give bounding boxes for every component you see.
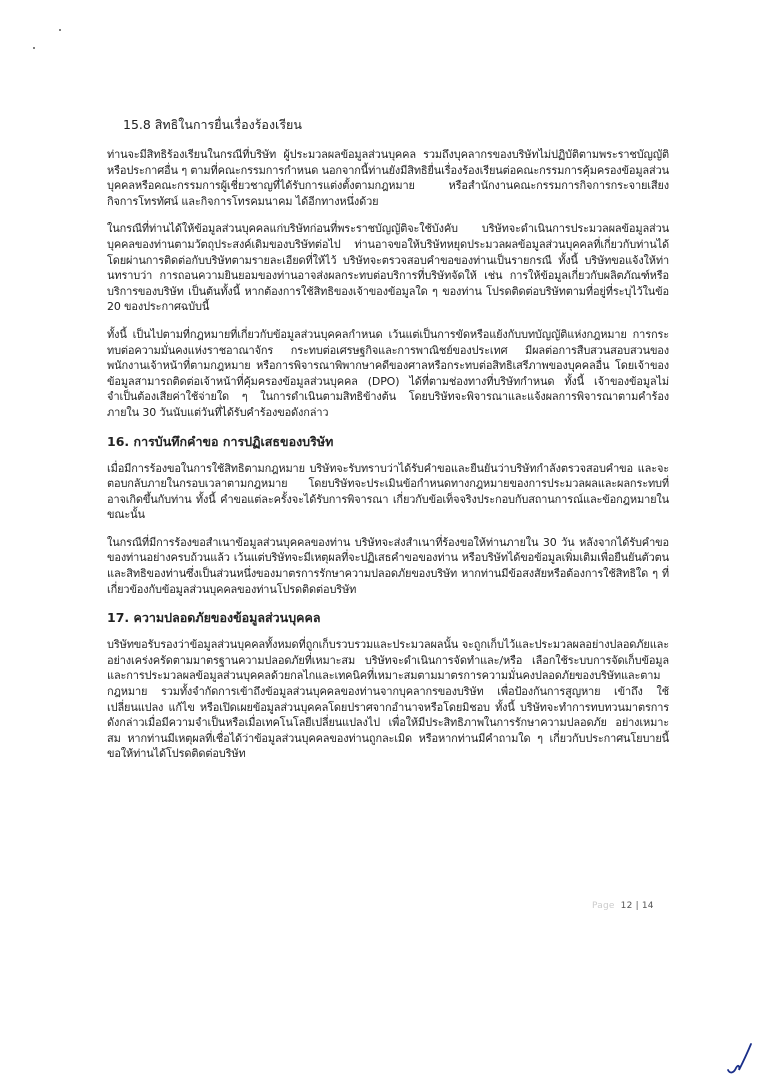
section-16-heading: 16. การบันทึกคำขอ การปฏิเสธของบริษัท <box>107 433 334 449</box>
handwritten-initial-mark <box>724 1040 754 1076</box>
page-content <box>107 116 669 762</box>
section-15-8-paragraph-3: ทั้งนี้ เป็นไปตามที่กฎหมายที่เกี่ยวกับข้อมูลส่วนบุคคลกำหนด เว้นแต่เป็นการขัดหรือแย้งกับบทบัญญัติแห่งกฎหมาย การกระทบต่อความมั่นคงแห่งราชอาณาจักร กระทบต่อเศรษฐกิจและการพาณิชย์ของประเทศ มีผลต่อการสืบสวนสอบสวนของพนักงานเจ้าหน้าที่ตามกฎหมาย หรือการพิจารณาพิพากษาคดีของศาลหรือกระทบต่อสิทธิเสรีภาพของบุคคลอื่น โดยเจ้าของข้อมูลสามารถติดต่อเจ้าหน้าที่คุ้มครองข้อมูลส่วนบุคคล (DPO) ได้ที่ตามช่องทางที่บริษัทกำหนด ทั้งนี้ เจ้าของข้อมูลไม่จำเป็นต้องเสียค่าใช้จ่ายใด ๆ ในการดำเนินตามสิทธิข้างต้น โดยบริษัทจะพิจารณาและแจ้งผลการพิจารณาตามคำร้องภายใน 30 วันนับแต่วันที่ได้รับคำร้องขอดังกล่าว <box>107 327 669 419</box>
section-16-paragraph-1: เมื่อมีการร้องขอในการใช้สิทธิตามกฎหมาย บริษัทจะรับทราบว่าได้รับคำขอและยืนยันว่าบริษัทกำลังตรวจสอบคำขอ และจะตอบกลับภายในกรอบเวลาตามกฎหมาย โดยบริษัทจะประเมินข้อกำหนดทางกฎหมายของการประมวลผลและผลกระทบที่อาจเกิดขึ้นกับท่าน ทั้งนี้ คำขอแต่ละครั้งจะได้รับการพิจารณา เกี่ยวกับข้อเท็จจริงประกอบกับสถานการณ์และข้อกฎหมายในขณะนั้น <box>107 461 669 522</box>
section-17-paragraph-1: บริษัทขอรับรองว่าข้อมูลส่วนบุคคลทั้งหมดที่ถูกเก็บรวบรวมและประมวลผลนั้น จะถูกเก็บไว้และประมวลผลอย่างปลอดภัยและอย่างเคร่งครัดตามมาตรฐานความปลอดภัยที่เหมาะสม บริษัทจะดำเนินการจัดทำและ/หรือ เลือกใช้ระบบการจัดเก็บข้อมูลและการประมวลผลข้อมูลส่วนบุคคลด้วยกลไกและเทคนิคที่เหมาะสมตามมาตรการความมั่นคงปลอดภัยของบริษัทและตามกฎหมาย รวมทั้งจำกัดการเข้าถึงข้อมูลส่วนบุคคลของท่านจากบุคลากรของบริษัท เพื่อป้องกันการสูญหาย เข้าถึง ใช้ เปลี่ยนแปลง แก้ไข หรือเปิดเผยข้อมูลส่วนบุคคลโดยปราศจากอำนาจหรือโดยมิชอบ ทั้งนี้ บริษัทจะทำการทบทวนมาตรการดังกล่าวเมื่อมีความจำเป็นหรือเมื่อเทคโนโลยีเปลี่ยนแปลงไป เพื่อให้มีประสิทธิภาพในการรักษาความปลอดภัย อย่างเหมาะสม หากท่านมีเหตุผลที่เชื่อได้ว่าข้อมูลส่วนบุคคลของท่านถูกละเมิด หรือหากท่านมีคำถามใด ๆ เกี่ยวกับประกาศนโยบายนี้ ขอให้ท่านได้โปรดติดต่อบริษัท <box>107 638 669 761</box>
scan-speck <box>59 29 61 31</box>
section-15-8-paragraph-1: ท่านจะมีสิทธิร้องเรียนในกรณีที่บริษัท ผู้ประมวลผลข้อมูลส่วนบุคคล รวมถึงบุคลากรของบริษัทไม่ปฏิบัติตามพระราชบัญญัติ หรือประกาศอื่น ๆ ตามที่คณะกรรมการกำหนด นอกจากนี้ท่านยังมีสิทธิยื่นเรื่องร้องเรียนต่อคณะกรรมการคุ้มครองข้อมูลส่วนบุคคลหรือคณะกรรมการผู้เชี่ยวชาญที่ได้รับการแต่งตั้งตามกฎหมาย หรือสำนักงานคณะกรรมการกิจการกระจายเสียง กิจการโทรทัศน์ และกิจการโทรคมนาคม ได้อีกทางหนึ่งด้วย <box>107 148 669 208</box>
section-17-heading: 17. ความปลอดภัยของข้อมูลส่วนบุคคล <box>107 610 321 626</box>
page-footer <box>592 901 654 911</box>
page-label: Page <box>592 901 615 911</box>
section-16-paragraph-2: ในกรณีที่มีการร้องขอสำเนาข้อมูลส่วนบุคคลของท่าน บริษัทจะส่งสำเนาที่ร้องขอให้ท่านภายใน 30 วัน หลังจากได้รับคำขอของท่านอย่างครบถ้วนแล้ว เว้นแต่บริษัทจะมีเหตุผลที่จะปฏิเสธคำขอของท่าน หรือบริษัทได้ขอข้อมูลเพิ่มเติมเพื่อยืนยันตัวตนและสิทธิของท่านซึ่งเป็นส่วนหนึ่งของมาตรการรักษาความปลอดภัยของบริษัท หากท่านมีข้อสงสัยหรือต้องการใช้สิทธิใด ๆ ที่เกี่ยวข้องกับข้อมูลส่วนบุคคลของท่านโปรดติดต่อบริษัท <box>107 535 669 596</box>
section-15-8-title: 15.8 สิทธิในการยื่นเรื่องร้องเรียน <box>123 117 302 132</box>
section-15-8-paragraph-2: ในกรณีที่ท่านได้ให้ข้อมูลส่วนบุคคลแก่บริษัทก่อนที่พระราชบัญญัติจะใช้บังคับ บริษัทจะดำเนินการประมวลผลข้อมูลส่วนบุคคลของท่านตามวัตถุประสงค์เดิมของบริษัทต่อไป ท่านอาจขอให้บริษัทหยุดประมวลผลข้อมูลส่วนบุคคลที่เกี่ยวกับท่านได้ โดยผ่านการติดต่อกับบริษัทตามรายละเอียดที่ให้ไว้ บริษัทจะตรวจสอบคำขอของท่านเป็นรายกรณี ทั้งนี้ บริษัทขอแจ้งให้ท่านทราบว่า การถอนความยินยอมของท่านอาจส่งผลกระทบต่อบริการที่บริษัทจัดให้ เช่น การให้ข้อมูลเกี่ยวกับผลิตภัณฑ์หรือบริการของบริษัท เป็นต้นทั้งนี้ หากต้องการใช้สิทธิของเจ้าของข้อมูลใด ๆ ของท่าน โปรดติดต่อบริษัทตามที่อยู่ที่ระบุไว้ในข้อ 20 ของประกาศฉบับนี้ <box>107 222 669 314</box>
page-number: 12 | 14 <box>620 901 654 911</box>
scan-speck <box>33 47 35 49</box>
